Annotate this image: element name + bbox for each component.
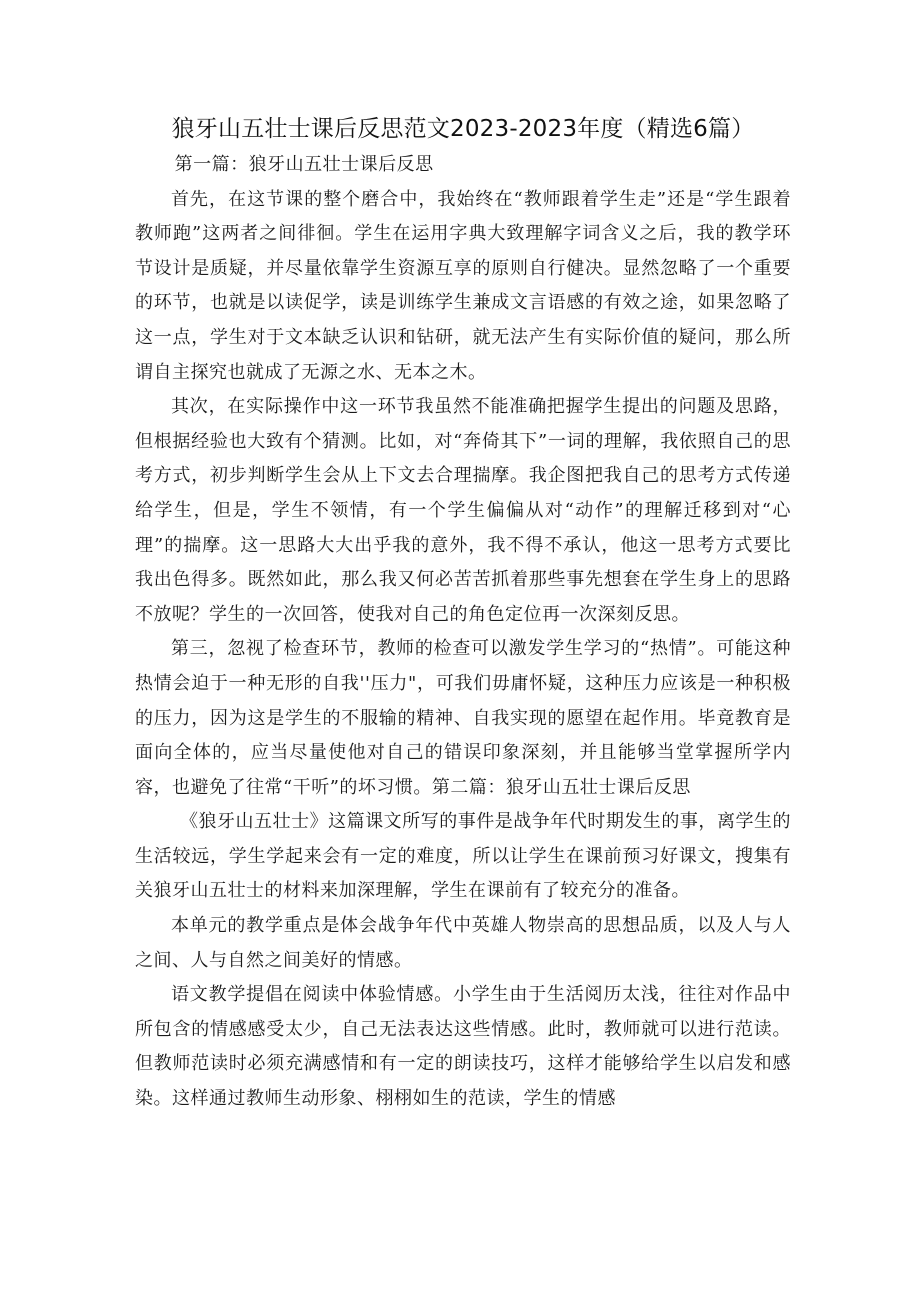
section-heading-1: 第一篇：狼牙山五壮士课后反思 — [174, 154, 434, 175]
paragraph: 本单元的教学重点是体会战争年代中英雄人物崇高的思想品质，以及人与人之间、人与自然之间美好的情感。 — [135, 915, 791, 971]
paragraph: 首先，在这节课的整个磨合中，我始终在“教师跟着学生走”还是“学生跟着教师跑”这两者之间徘徊。学生在运用字典大致理解字词含义之后，我的教学环节设计是质疑，并尽量依靠学生资源互享的原则自行健决。显然忽略了一个重要的环节，也就是以读促学，读是训练学生兼成文言语感的有效之途，如果忽略了这一点，学生对于文本缺乏认识和钻研，就无法产生有实际价值的疑问，那么所谓自主探究也就成了无源之水、无本之木。 — [135, 188, 791, 383]
paragraph: 其次，在实际操作中这一环节我虽然不能准确把握学生提出的问题及思路，但根据经验也大致有个猜测。比如，对“奔倚其下”一词的理解，我依照自己的思考方式，初步判断学生会从上下文去合理揣摩。我企图把我自己的思考方式传递给学生，但是，学生不领情，有一个学生偏偏从对“动作”的理解迁移到对“心理”的揣摩。这一思路大大出乎我的意外，我不得不承认，他这一思考方式要比我出色得多。既然如此，那么我又何必苦苦抓着那些事先想套在学生身上的思路不放呢？学生的一次回答，使我对自己的角色定位再一次深刻反思。 — [135, 396, 791, 625]
document-title: 狼牙山五壮士课后反思范文2023-2023年度（精选6篇） — [171, 116, 755, 142]
paragraph: 第三，忽视了检查环节，教师的检查可以激发学生学习的“热情”。可能这种热情会迫于一种无形的自我''压力"，可我们毋庸怀疑，这种压力应该是一种积极的压力，因为这是学生的不服输的精神、自我实现的愿望在起作用。毕竟教育是面向全体的，应当尽量使他对自己的错误印象深刻，并且能够当堂掌握所学内容，也避免了往常“干听”的坏习惯。第二篇：狼牙山五壮士课后反思 — [135, 638, 791, 798]
document-page — [135, 112, 791, 1117]
paragraph: 《狼牙山五壮士》这篇课文所写的事件是战争年代时期发生的事，离学生的生活较远，学生学起来会有一定的难度，所以让学生在课前预习好课文，搜集有关狼牙山五壮士的材料来加深理解，学生在课前有了较充分的准备。 — [135, 811, 791, 902]
paragraph: 语文教学提倡在阅读中体验情感。小学生由于生活阅历太浅，往往对作品中所包含的情感感受太少，自己无法表达这些情感。此时，教师就可以进行范读。但教师范读时必须充满感情和有一定的朗读技巧，这样才能够给学生以启发和感染。这样通过教师生动形象、栩栩如生的范读，学生的情感 — [135, 984, 791, 1110]
